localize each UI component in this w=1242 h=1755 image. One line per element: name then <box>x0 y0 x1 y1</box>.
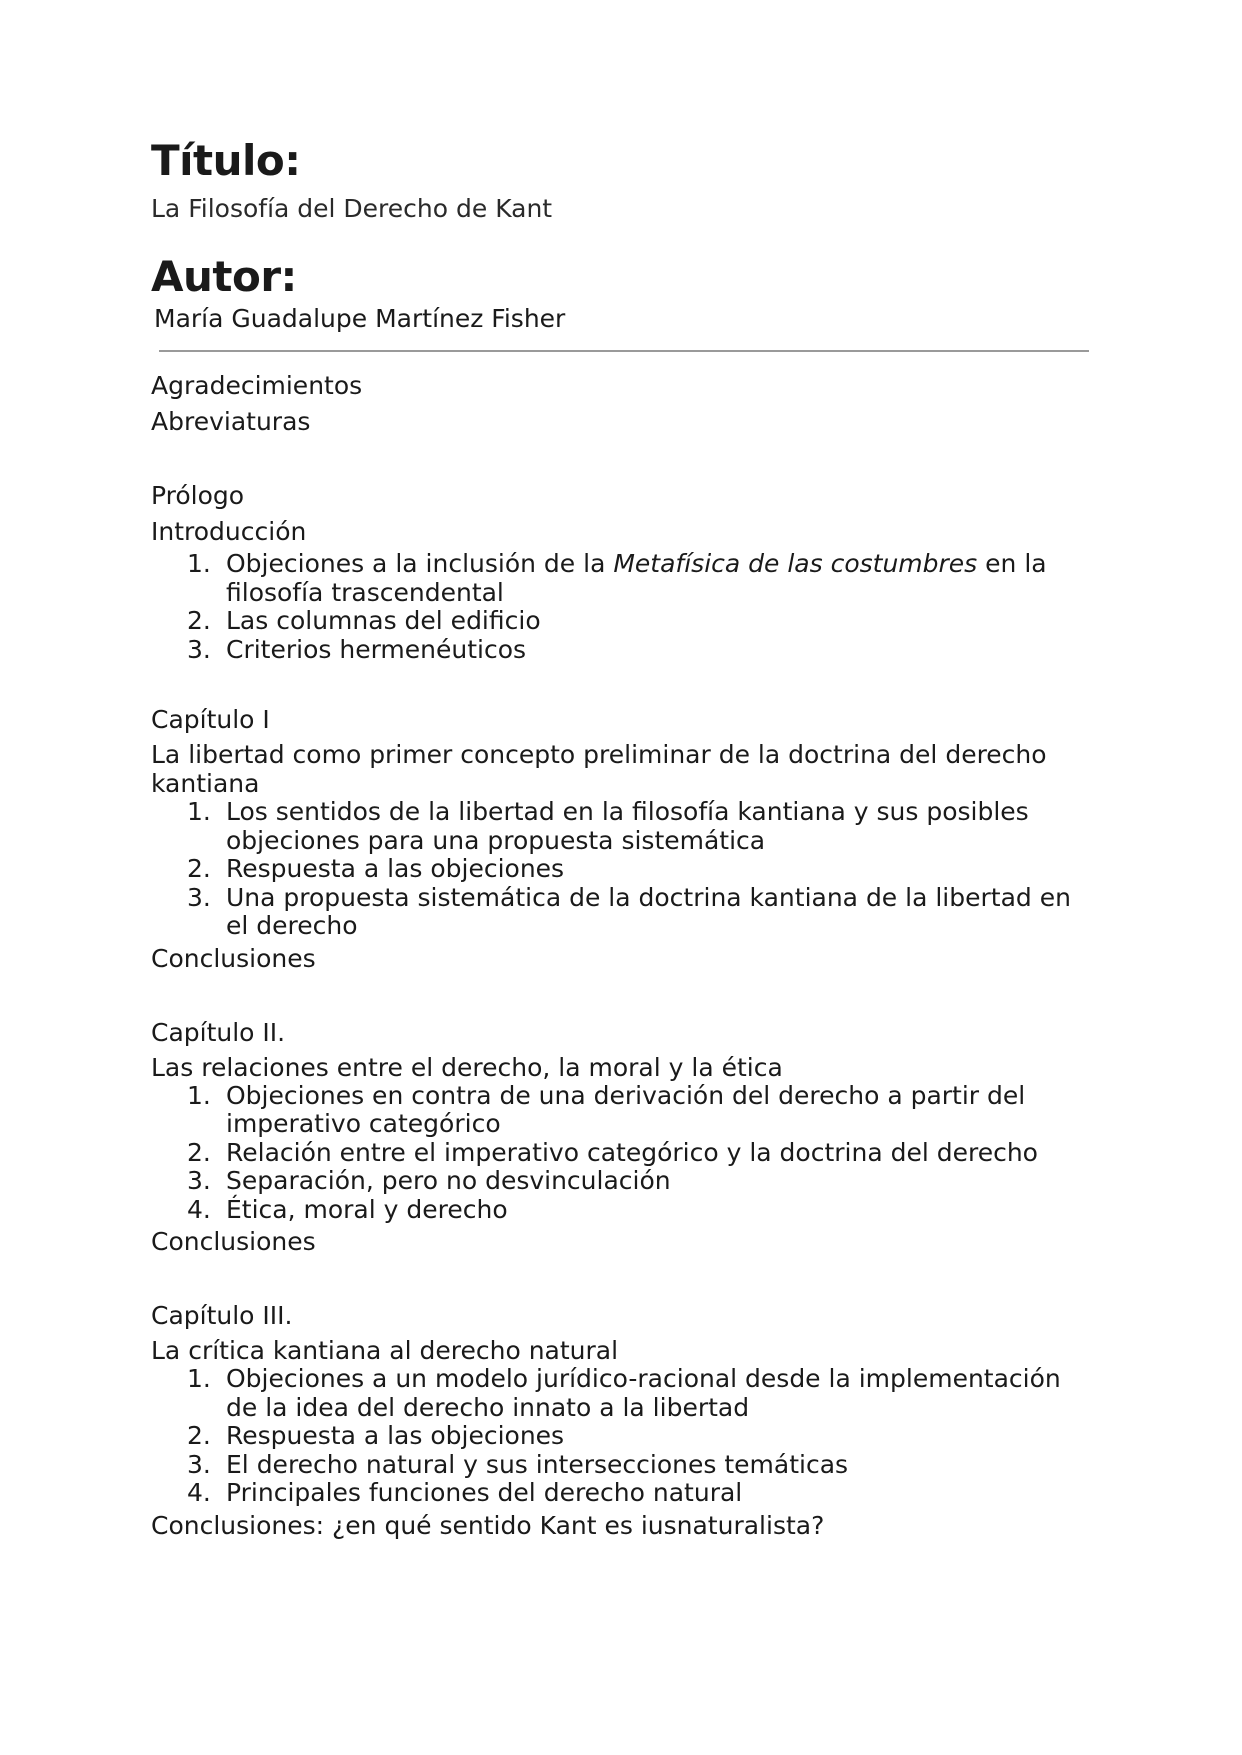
item-number: 3. <box>187 882 211 912</box>
chapter-conclusion: Conclusiones <box>151 943 316 973</box>
list-item: 2. Respuesta a las objeciones <box>187 854 565 883</box>
document-page <box>151 136 1091 1544</box>
list-item: 2. Respuesta a las objeciones <box>187 1421 565 1450</box>
item-number: 2. <box>187 606 211 635</box>
item-number: 1. <box>187 1364 211 1393</box>
item-number: 4. <box>187 1478 211 1507</box>
chapter-3 <box>151 1298 1091 1544</box>
toc-entry-acknowledgements: Agradecimientos <box>151 371 363 400</box>
item-number: 3. <box>187 1166 211 1195</box>
list-item: 1. Objeciones a un modelo jurídico-racional desde la implementación de la idea del derecho innato a la libertad <box>187 1364 1061 1422</box>
list-item: 1. Objeciones en contra de una derivación del derecho a partir del imperativo categórico <box>187 1080 1026 1138</box>
introduction-items <box>151 550 1091 664</box>
title-block <box>151 136 1091 224</box>
list-item: 4. Principales funciones del derecho natural <box>187 1478 743 1507</box>
chapter-title: Las relaciones entre el derecho, la moral y la ética <box>151 1052 783 1082</box>
chapter-title: La crítica kantiana al derecho natural <box>151 1336 619 1365</box>
list-item: 3. Criterios hermenéuticos <box>187 634 527 664</box>
item-number: 2. <box>187 854 211 883</box>
chapter-title: La libertad como primer concepto preliminar de la doctrina del derecho kantiana <box>151 740 1047 798</box>
list-item: 3. El derecho natural y sus intersecciones temáticas <box>187 1449 849 1479</box>
item-number: 4. <box>187 1194 211 1224</box>
item-number: 2. <box>187 1137 211 1167</box>
list-item: 2. Las columnas del edificio <box>187 606 541 635</box>
list-item: 1. Los sentidos de la libertad en la filosofía kantiana y sus posibles objeciones para una propuesta sistemática <box>187 797 1029 855</box>
author-label: Autor: <box>151 252 297 301</box>
item-number: 3. <box>187 1449 211 1479</box>
work-title: Metafísica de las costumbres <box>613 549 978 578</box>
item-number: 2. <box>187 1421 211 1450</box>
chapter-conclusion: Conclusiones <box>151 1227 316 1256</box>
chapter-2 <box>151 1015 1091 1261</box>
list-item: 3. Una propuesta sistemática de la doctrina kantiana de la libertad en el derecho <box>187 882 1071 940</box>
chapter-items <box>151 798 1091 941</box>
chapter-items <box>151 1365 1091 1508</box>
title-value: La Filosofía del Derecho de Kant <box>151 194 553 223</box>
item-number: 3. <box>187 634 211 664</box>
author-block <box>151 252 1091 334</box>
title-label: Título: <box>151 136 301 185</box>
toc-entry-prologue: Prólogo <box>151 481 245 510</box>
toc-entry-introduction: Introducción <box>151 517 307 546</box>
table-of-contents <box>151 368 1091 1544</box>
list-item: 3. Separación, pero no desvinculación <box>187 1166 671 1195</box>
chapter-1 <box>151 702 1091 977</box>
list-item: 2. Relación entre el imperativo categórico y la doctrina del derecho <box>187 1137 1038 1167</box>
author-value: María Guadalupe Martínez Fisher <box>154 304 566 333</box>
chapter-label: Capítulo II. <box>151 1017 286 1047</box>
divider-line <box>159 350 1089 352</box>
item-number: 1. <box>187 797 211 826</box>
item-number: 1. <box>187 1080 211 1110</box>
item-number: 1. <box>187 549 211 578</box>
chapter-conclusion: Conclusiones: ¿en qué sentido Kant es iusnaturalista? <box>151 1510 825 1540</box>
list-item: 4. Ética, moral y derecho <box>187 1194 508 1224</box>
chapter-items <box>151 1082 1091 1225</box>
list-item: 1. Objeciones a la inclusión de la Metafísica de las costumbres en la filosofía trascendental <box>187 549 1047 607</box>
chapter-label: Capítulo I <box>151 705 270 734</box>
chapter-label: Capítulo III. <box>151 1301 293 1330</box>
toc-entry-abbreviations: Abreviaturas <box>151 407 311 436</box>
